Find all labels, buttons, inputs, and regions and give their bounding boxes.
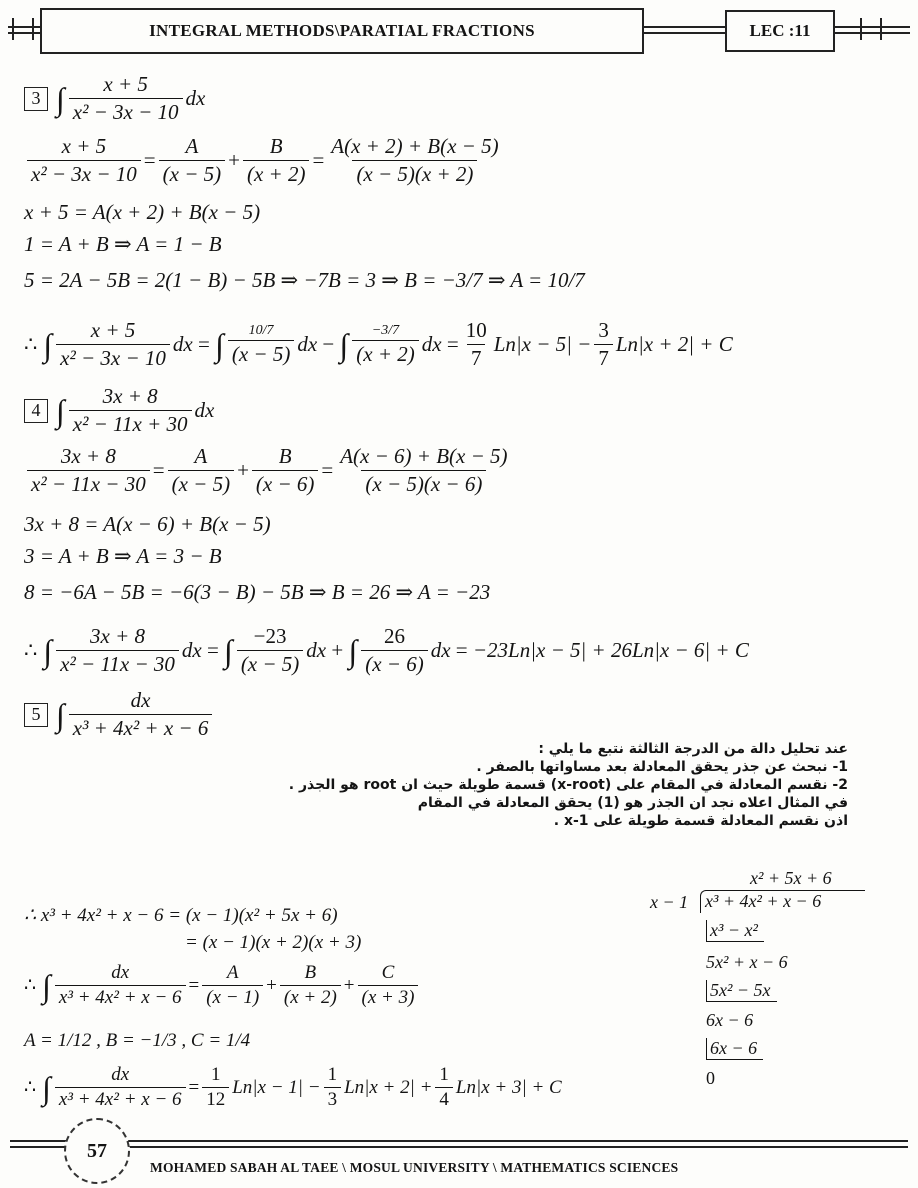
header-end-left bbox=[12, 18, 34, 40]
problem-3-decomposition: $\frac{x + 5}{\text{x² − 3x − 10}}$ = $\frac{A}{(x - 5)}$ + $\frac{B}{(x + 2)}$ = $\frac{A(x + 2) + B(x - 5)}{(x - 5)(x + 2)}$ bbox=[24, 134, 506, 187]
lecture-label: LEC :11 bbox=[725, 10, 835, 52]
division-step-1: x³ − x² bbox=[706, 920, 764, 942]
note-line-3: 2- نقسم المعادلة في المقام على (x-root) قسمة طويلة حيث ان root هو الجذر . bbox=[288, 777, 848, 793]
division-step-2: 5x² + x − 6 bbox=[706, 952, 788, 972]
header-title: INTEGRAL METHODS\PARATIAL FRACTIONS bbox=[40, 8, 644, 54]
problem-4-statement: 4 ∫ $\frac{3x + 8}{\text{x² − 11x + 30}}$ dx bbox=[24, 384, 214, 437]
problem-5-decomposition: ∴ ∫ $\frac{dx}{\text{x³ + 4x² + x − 6}}$ = $\frac{A}{(x - 1)}$ + $\frac{B}{(x + 2)}$ + $\frac{C}{(x + 3)}$ bbox=[24, 962, 421, 1009]
division-dividend: x³ + 4x² + x − 6 bbox=[700, 890, 865, 913]
division-step-3: 5x² − 5x bbox=[706, 980, 777, 1002]
problem-5-factor-1: ∴ x³ + 4x² + x − 6 = (x − 1)(x² + 5x + 6) bbox=[24, 905, 338, 926]
problem-3-step-1: x + 5 = A(x + 2) + B(x − 5) bbox=[24, 200, 261, 224]
problem-4-decomposition: $\frac{3x + 8}{\text{x² − 11x − 30}}$ = $\frac{A}{(x - 5)}$ + $\frac{B}{(x - 6)}$ = $\frac{A(x - 6) + B(x - 5)}{(x - 5)(x - 6)}$ bbox=[24, 444, 515, 497]
problem-4-step-3: 8 = −6A − 5B = −6(3 − B) − 5B ⇒ B = 26 ⇒ A = −23 bbox=[24, 580, 491, 604]
footer-rule-top bbox=[10, 1140, 908, 1142]
division-remainder: 0 bbox=[706, 1068, 715, 1088]
problem-3-step-2: 1 = A + B ⇒ A = 1 − B bbox=[24, 232, 222, 256]
problem-5-coefficients: A = 1/12 , B = −1/3 , C = 1/4 bbox=[24, 1030, 251, 1051]
division-step-4: 6x − 6 bbox=[706, 1010, 754, 1030]
problem-5-statement: 5 ∫ $\frac{dx}{\text{x³ + 4x² + x − 6}}$ bbox=[24, 688, 215, 741]
problem-5-result: ∴ ∫ $\frac{dx}{\text{x³ + 4x² + x − 6}}$ = $\frac{1}{12}$ Ln|x − 1| − $\frac{1}{3}$ Ln|x + 2| + $\frac{1}{4}$ Ln|x + 3| + C bbox=[24, 1064, 562, 1110]
problem-4-result: ∴ ∫ $\frac{3x + 8}{\text{x² − 11x − 30}}$ dx = ∫ $\frac{-23}{(x - 5)}$ dx + ∫ $\frac{26}{(x - 6)}$ dx = −23Ln|x − 5| + 26Ln|x − 6| + C bbox=[24, 624, 749, 676]
problem-3-result: ∴ ∫ $\frac{x + 5}{\text{x² − 3x − 10}}$ dx = ∫ $\frac{10/7}{(x - 5)}$ dx − ∫ $\frac{-3/7}{(x + 2)}$ dx = $\frac{10}{7}$ Ln|x − 5| − $\frac{3}{7}$ Ln|x + 2| + C bbox=[24, 318, 733, 370]
note-line-5: اذن نقسم المعادلة قسمة طويلة على x-1 . bbox=[553, 813, 848, 829]
problem-4-step-2: 3 = A + B ⇒ A = 3 − B bbox=[24, 544, 222, 568]
footer-rule-bottom bbox=[10, 1146, 908, 1148]
division-step-5: 6x − 6 bbox=[706, 1038, 763, 1060]
problem-3-step-3: 5 = 2A − 5B = 2(1 − B) − 5B ⇒ −7B = 3 ⇒ B = −3/7 ⇒ A = 10/7 bbox=[24, 268, 585, 292]
problem-4-step-1: 3x + 8 = A(x − 6) + B(x − 5) bbox=[24, 512, 271, 536]
problem-5-factor-2: = (x − 1)(x + 2)(x + 3) bbox=[185, 932, 362, 953]
division-divisor: x − 1 bbox=[650, 892, 689, 912]
page-number-badge: 57 bbox=[64, 1118, 130, 1184]
footer-author: MOHAMED SABAH AL TAEE \ MOSUL UNIVERSITY \ MATHEMATICS SCIENCES bbox=[150, 1160, 679, 1175]
division-quotient: x² + 5x + 6 bbox=[750, 868, 832, 888]
problem-3-statement: 3 ∫ $\frac{x + 5}{\text{x² − 3x − 10}}$ dx bbox=[24, 72, 205, 125]
note-line-1: عند تحليل دالة من الدرجة الثالثة نتبع ما يلي : bbox=[538, 741, 848, 757]
header-end-right bbox=[860, 18, 882, 40]
note-line-4: في المثال اعلاه نجد ان الجذر هو (1) يحقق المعادلة في المقام bbox=[417, 795, 848, 811]
note-line-2: 1- نبحث عن جذر يحقق المعادلة بعد مساواتها بالصفر . bbox=[476, 759, 848, 775]
